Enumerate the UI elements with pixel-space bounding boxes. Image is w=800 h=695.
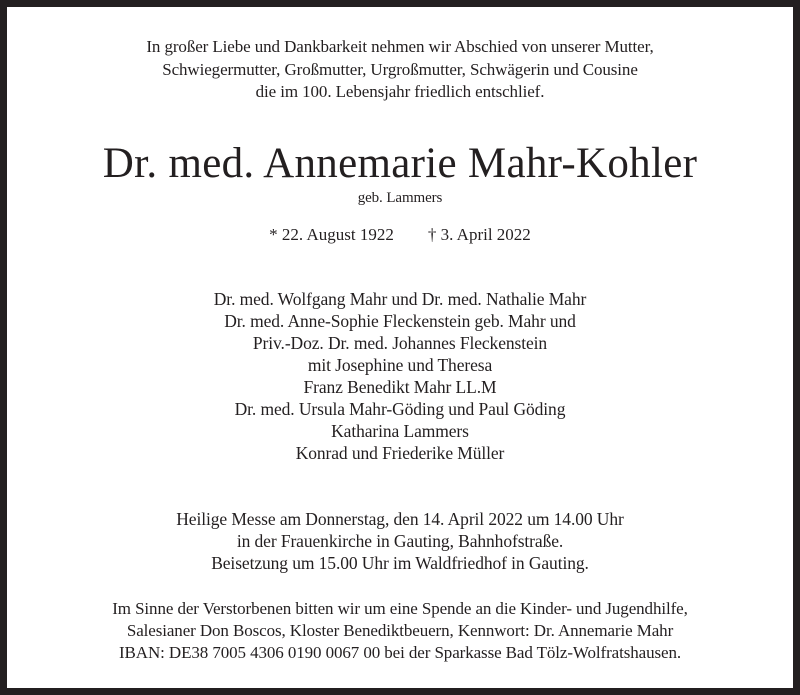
mourner-line: Katharina Lammers	[331, 421, 469, 441]
obituary-notice	[7, 7, 793, 688]
service-line: Beisetzung um 15.00 Uhr im Waldfriedhof in Gauting.	[211, 553, 589, 573]
donation-line: Salesianer Don Boscos, Kloster Benediktbeuern, Kennwort: Dr. Annemarie Mahr	[126, 621, 674, 640]
mourner-line: Dr. med. Anne-Sophie Fleckenstein geb. Mahr und	[224, 311, 576, 331]
mourner-line: Franz Benedikt Mahr LL.M	[303, 377, 497, 397]
service-line: Heilige Messe am Donnerstag, den 14. April 2022 um 14.00 Uhr	[176, 509, 624, 529]
mourner-line: Konrad und Friederike Müller	[295, 443, 505, 463]
mourner-line: mit Josephine und Theresa	[307, 355, 493, 375]
birth-date: * 22. August 1922	[269, 225, 394, 244]
death-date: † 3. April 2022	[427, 225, 531, 244]
deceased-name: Dr. med. Annemarie Mahr-Kohler	[102, 140, 698, 187]
service-line: in der Frauenkirche in Gauting, Bahnhofstraße.	[236, 531, 564, 551]
donation-line: IBAN: DE38 7005 4306 0190 0067 00 bei der Sparkasse Bad Tölz-Wolfratshausen.	[118, 643, 681, 662]
mourner-line: Dr. med. Wolfgang Mahr und Dr. med. Nathalie Mahr	[213, 289, 587, 309]
mourner-line: Priv.-Doz. Dr. med. Johannes Fleckenstein	[252, 333, 548, 353]
mourner-line: Dr. med. Ursula Mahr-Göding und Paul Göding	[234, 399, 566, 419]
maiden-name: geb. Lammers	[357, 190, 443, 206]
donation-line: Im Sinne der Verstorbenen bitten wir um eine Spende an die Kinder- und Jugendhilfe,	[112, 599, 688, 618]
intro-line: In großer Liebe und Dankbarkeit nehmen wir Abschied von unserer Mutter,	[146, 37, 654, 56]
intro-line: die im 100. Lebensjahr friedlich entschlief.	[255, 82, 545, 101]
life-dates	[7, 224, 793, 246]
intro-line: Schwiegermutter, Großmutter, Urgroßmutter, Schwägerin und Cousine	[162, 60, 638, 79]
